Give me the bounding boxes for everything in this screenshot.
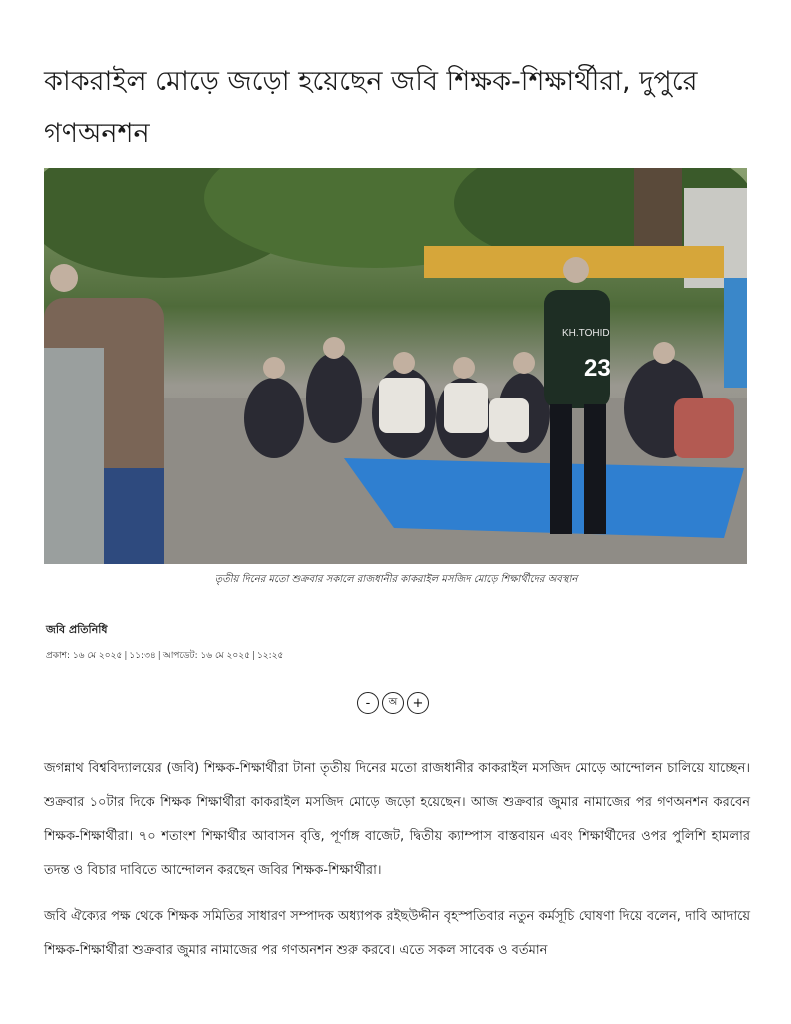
font-reset-button[interactable]: অ	[382, 692, 404, 714]
article-body	[44, 752, 750, 980]
article-headline: কাকরাইল মোড়ে জড়ো হয়েছেন জবি শিক্ষক-শিক্ষার্থীরা, দুপুরে গণঅনশন	[44, 66, 698, 149]
body-paragraph: জবি ঐক্যের পক্ষ থেকে শিক্ষক সমিতির সাধারণ সম্পাদক অধ্যাপক রইছউদ্দীন বৃহস্পতিবার নতুন কর্মসূচি ঘোষণা দিয়ে বলেন, দাবি আদায়ে শিক্ষক-শিক্ষার্থীরা শুক্রবার জুমার নামাজের পর গণঅনশন শুরু করবে। এতে সকল সাবেক ও বর্তমান	[44, 909, 750, 958]
reporter-name: জবি প্রতিনিধি	[46, 623, 108, 636]
font-decrease-button[interactable]: -	[357, 692, 379, 714]
jersey-number: 23	[584, 355, 611, 382]
meta-separator: |	[157, 651, 161, 661]
published-date: প্রকাশ: ১৬ মে ২০২৫	[46, 651, 123, 661]
article-photo	[44, 168, 747, 564]
publish-meta	[46, 648, 283, 663]
jersey-text: KH.TOHID	[562, 328, 610, 339]
meta-separator: |	[251, 651, 255, 661]
photo-caption: তৃতীয় দিনের মতো শুক্রবার সকালে রাজধানীর কাকরাইল মসজিদ মোড়ে শিক্ষার্থীদের অবস্থান	[214, 574, 578, 585]
meta-separator: |	[124, 651, 128, 661]
updated-time: ১২:২৫	[256, 651, 284, 661]
updated-date: আপডেট: ১৬ মে ২০২৫	[162, 651, 250, 661]
body-paragraph: জগন্নাথ বিশ্ববিদ্যালয়ের (জবি) শিক্ষক-শিক্ষার্থীরা টানা তৃতীয় দিনের মতো রাজধানীর কাকরাইল মসজিদ মোড়ে আন্দোলন চালিয়ে যাচ্ছেন। শুক্রবার ১০টার দিকে শিক্ষক শিক্ষার্থীরা কাকরাইল মসজিদ মোড়ে জড়ো হয়েছেন। আজ শুক্রবার জুমার নামাজের পর গণঅনশন করবেন শিক্ষক-শিক্ষার্থীরা। ৭০ শতাংশ শিক্ষার্থীর আবাসন বৃত্তি, পূর্ণাঙ্গ বাজেট, দ্বিতীয় ক্যাম্পাস বাস্তবায়ন এবং শিক্ষার্থীদের ওপর পুলিশি হামলার তদন্ত ও বিচার দাবিতে আন্দোলন করছেন জবির শিক্ষক-শিক্ষার্থীরা।	[44, 761, 750, 878]
font-size-controls	[357, 692, 429, 714]
font-increase-button[interactable]: +	[407, 692, 429, 714]
published-time: ১১:৩৪	[129, 651, 156, 661]
